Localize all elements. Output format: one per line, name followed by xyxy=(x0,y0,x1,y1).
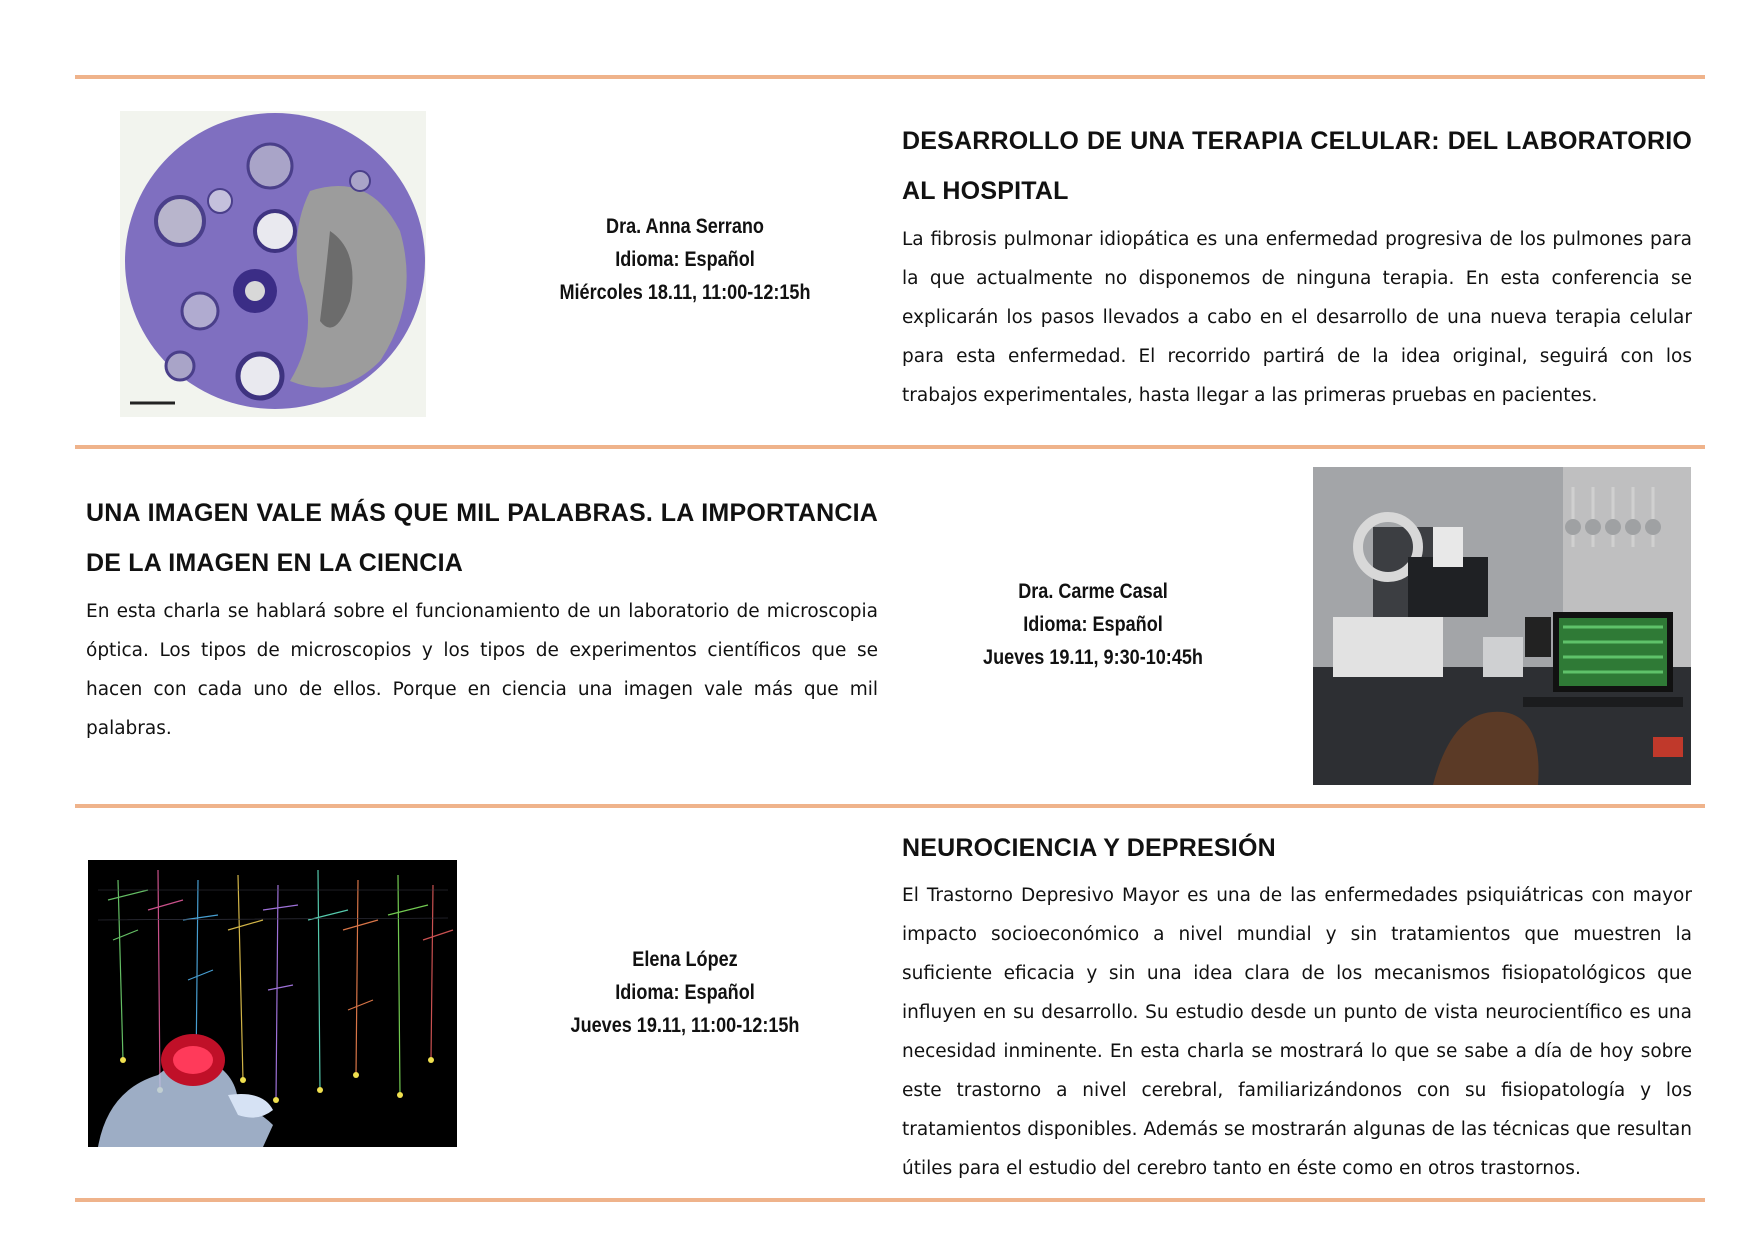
talk-schedule: Jueves 19.11, 11:00-12:15h xyxy=(570,1014,800,1037)
talk-description: El Trastorno Depresivo Mayor es una de las enfermedades psiquiátricas con mayor impacto socioeconómico a nivel mundial y sin tratamientos que muestren la suficiente eficacia y sin una idea clara de los mecanismos fisiopatológicos que influyen en su desarrollo. Su estudio desde un punto de vista neurocientífico es una necesidad inminente. En esta charla se mostrará lo que se sabe a día de hoy sobre este trastorno a nivel cerebral, familiarizándonos con su fisiopatología y los tratamientos disponibles. Además se mostrarán algunas de las técnicas que resultan útiles para el estudio del cerebro tanto en éste como en otros trastornos. xyxy=(902,885,1692,1179)
microscopy-cell-image xyxy=(120,111,426,417)
talk-description: La fibrosis pulmonar idiopática es una enfermedad progresiva de los pulmones para la que actualmente no disponemos de ninguna terapia. En esta conferencia se explicarán los pasos llevados a cabo en el desarrollo de una nueva terapia celular para esta enfermedad. El recorrido partirá de la idea original, seguirá con los trabajos experimentales, hasta llegar a las primeras pruebas en pacientes. xyxy=(902,229,1692,406)
speaker-block-1 xyxy=(526,210,844,309)
microscopy-lab-photo xyxy=(1313,467,1691,785)
speaker-name: Dra. Anna Serrano xyxy=(606,215,764,238)
talk-language: Idioma: Español xyxy=(1023,613,1163,636)
divider-bottom xyxy=(75,1198,1705,1202)
talk-title: NEUROCIENCIA Y DEPRESIÓN xyxy=(902,834,1276,862)
talk-language: Idioma: Español xyxy=(615,248,755,271)
speaker-block-2 xyxy=(934,575,1252,674)
talk-language: Idioma: Español xyxy=(615,981,755,1004)
talk-description: En esta charla se hablará sobre el funcionamiento de un laboratorio de microscopia óptica. Los tipos de microscopios y los tipos de experimentos científicos que se hacen con cada uno de ellos. Porque en ciencia una imagen vale más que mil palabras. xyxy=(86,601,878,739)
divider-1 xyxy=(75,445,1705,449)
divider-2 xyxy=(75,804,1705,808)
divider-top xyxy=(75,75,1705,79)
talk-title: UNA IMAGEN VALE MÁS QUE MIL PALABRAS. LA IMPORTANCIA DE LA IMAGEN EN LA CIENCIA xyxy=(86,499,878,577)
talk-title: DESARROLLO DE UNA TERAPIA CELULAR: DEL LABORATORIO AL HOSPITAL xyxy=(902,127,1692,205)
neurons-brain-illustration xyxy=(88,860,457,1147)
talk-schedule: Miércoles 18.11, 11:00-12:15h xyxy=(559,281,811,304)
speaker-name: Dra. Carme Casal xyxy=(1018,580,1168,603)
speaker-block-3 xyxy=(526,943,844,1042)
talk-schedule: Jueves 19.11, 9:30-10:45h xyxy=(983,646,1203,669)
speaker-name: Elena López xyxy=(632,948,738,971)
